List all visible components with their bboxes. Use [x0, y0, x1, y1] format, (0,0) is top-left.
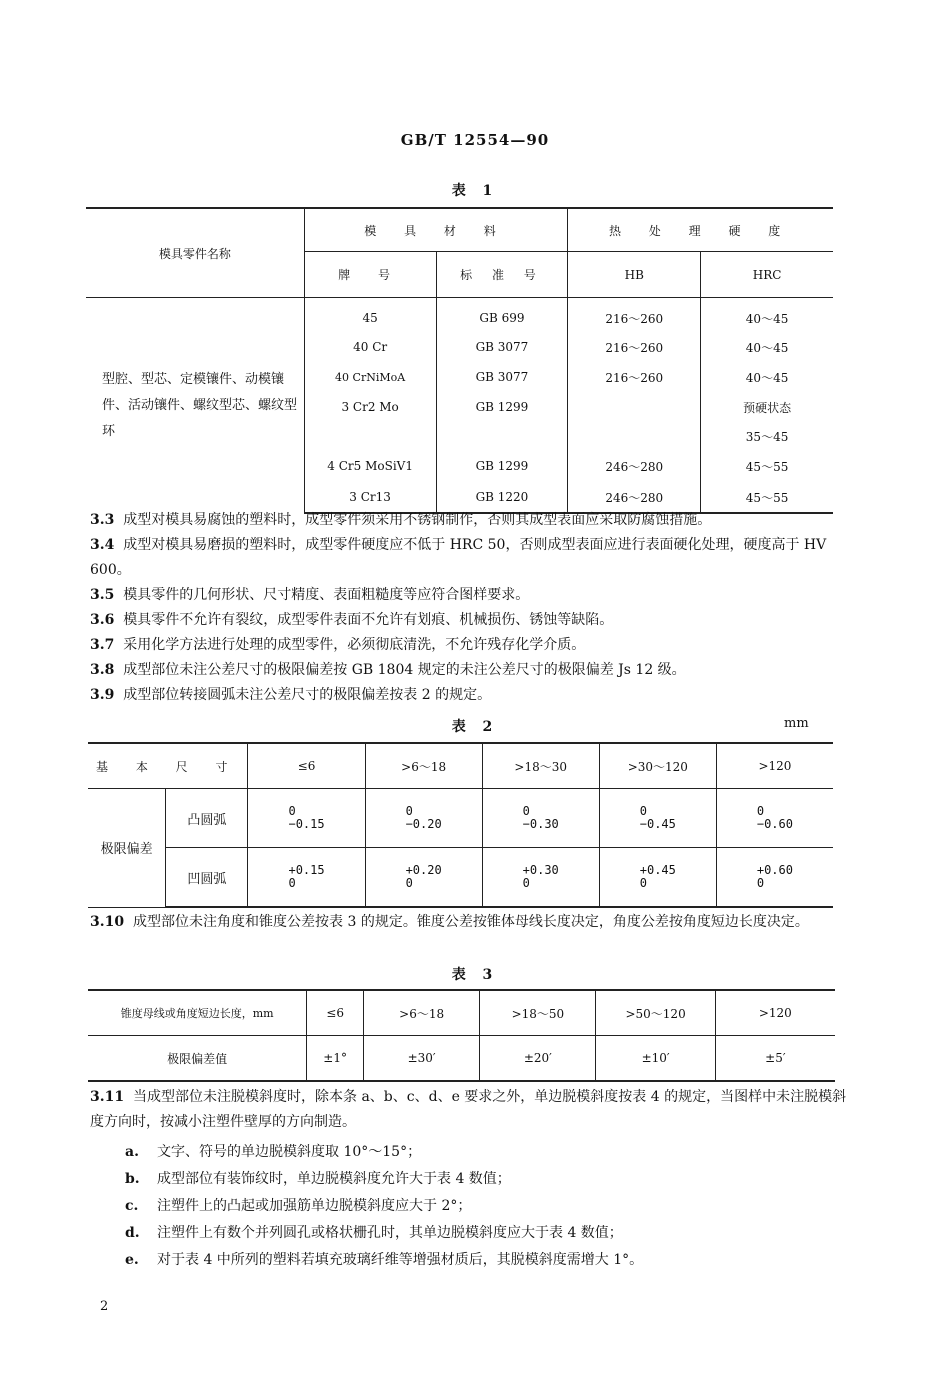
table-cell: 0 −0.60 — [756, 804, 793, 831]
table2 — [88, 742, 833, 908]
table-cell: 35～45 — [701, 422, 833, 450]
table-cell: 0 −0.20 — [405, 804, 442, 831]
table-cell: 246～280 — [568, 482, 701, 513]
table-cell — [304, 422, 436, 450]
list-3-11 — [125, 1139, 845, 1274]
table3-row1-label: 锥度母线或角度短边长度，mm — [88, 990, 307, 1036]
table3-col-header: >50～120 — [596, 990, 715, 1036]
table-cell: ±20′ — [480, 1036, 596, 1082]
paragraph: 3.7 采用化学方法进行处理的成型零件，必须彻底清洗，不允许残存化学介质。 — [90, 637, 586, 653]
table-cell: ±30′ — [364, 1036, 480, 1082]
table1-hardness-header: 热 处 理 硬 度 — [568, 208, 833, 252]
paragraph: 3.11 当成型部位未注脱模斜度时，除本条 a、b、c、d、e 要求之外，单边脱模斜度按表 4 的规定，当图样中未注脱模斜度方向时，按减小注塑件壁厚的方向制造。 — [90, 1089, 847, 1130]
table1-part-header: 模具零件名称 — [86, 208, 304, 298]
table-cell: 216～260 — [568, 362, 701, 392]
table-cell: 40 CrNiMoA — [304, 362, 436, 392]
paragraph: 3.6 模具零件不允许有裂纹，成型零件表面不允许有划痕、机械损伤、锈蚀等缺陷。 — [90, 612, 614, 628]
list-item: c. 注塑件上的凸起或加强筋单边脱模斜度应大于 2°； — [125, 1198, 472, 1214]
table3-col-header: >18～50 — [480, 990, 596, 1036]
table-cell: GB 1299 — [436, 450, 568, 482]
table2-col-header: >18～30 — [482, 743, 599, 789]
table-cell: 0 −0.30 — [522, 804, 559, 831]
table2-col-header: >6～18 — [365, 743, 482, 789]
table-cell: +0.45 0 — [639, 863, 676, 890]
document-header: GB/T 12554—90 — [400, 131, 550, 149]
paragraph: 3.9 成型部位转接圆弧未注公差尺寸的极限偏差按表 2 的规定。 — [90, 687, 492, 703]
table3-caption: 表 3 — [451, 967, 499, 983]
table2-basic-size: 基 本 尺 寸 — [88, 743, 248, 789]
table-cell: +0.60 0 — [756, 863, 793, 890]
paragraph: 3.10 成型部位未注角度和锥度公差按表 3 的规定。锥度公差按锥体母线长度决定，角度公差按角度短边长度决定。 — [90, 914, 809, 930]
table-cell: 246～280 — [568, 450, 701, 482]
table-cell: 3 Cr2 Mo — [304, 392, 436, 422]
table3-col-header: >6～18 — [364, 990, 480, 1036]
table1-caption: 表 1 — [451, 183, 499, 199]
paragraph: 3.5 模具零件的几何形状、尺寸精度、表面粗糙度等应符合图样要求。 — [90, 587, 530, 603]
table-cell: 40 Cr — [304, 332, 436, 362]
table-cell: GB 1299 — [436, 392, 568, 422]
table3-col-header: >120 — [715, 990, 835, 1036]
table1 — [86, 207, 833, 514]
table-cell: 45～55 — [701, 482, 833, 513]
table-cell: GB 1220 — [436, 482, 568, 513]
table-cell: 0 −0.15 — [288, 804, 325, 831]
list-item: d. 注塑件上有数个并列圆孔或格状栅孔时，其单边脱模斜度应大于表 4 数值； — [125, 1225, 623, 1241]
table-cell: 3 Cr13 — [304, 482, 436, 513]
table-cell: 0 −0.45 — [639, 804, 676, 831]
table-cell: 45～55 — [701, 450, 833, 482]
table1-hb-header: HB — [568, 252, 701, 298]
table-cell: 40～45 — [701, 362, 833, 392]
table-cell: 40～45 — [701, 298, 833, 333]
table1-std-header: 标 准 号 — [436, 252, 568, 298]
table-cell: 40～45 — [701, 332, 833, 362]
table2-col-header: >30～120 — [599, 743, 716, 789]
paragraphs-block — [90, 508, 850, 708]
paragraph: 3.4 成型对模具易磨损的塑料时，成型零件硬度应不低于 HRC 50，否则成型表面应进行表面硬化处理，硬度高于 HV 600。 — [90, 537, 827, 578]
table-cell: GB 3077 — [436, 362, 568, 392]
table-cell — [568, 422, 701, 450]
table-cell: +0.15 0 — [288, 863, 325, 890]
paragraph: 3.3 成型对模具易腐蚀的塑料时，成型零件须采用不锈钢制作，否则其成型表面应采取防腐蚀措施。 — [90, 512, 712, 528]
list-item: b. 成型部位有装饰纹时，单边脱模斜度允许大于表 4 数值； — [125, 1171, 511, 1187]
list-item: a. 文字、符号的单边脱模斜度取 10°～15°； — [125, 1144, 422, 1160]
table2-limit-dev: 极限偏差 — [88, 789, 166, 908]
table3-row2-label: 极限偏差值 — [88, 1036, 307, 1082]
table2-caption: 表 2 — [451, 719, 499, 735]
table-cell: 45 — [304, 298, 436, 333]
table2-concave: 凹圆弧 — [166, 848, 248, 908]
table2-col-header: >120 — [716, 743, 833, 789]
table-cell: GB 699 — [436, 298, 568, 333]
table-cell: ±10′ — [596, 1036, 715, 1082]
table1-grade-header: 牌 号 — [304, 252, 436, 298]
table-cell: GB 3077 — [436, 332, 568, 362]
table1-material-header: 模 具 材 料 — [304, 208, 568, 252]
table1-hrc-header: HRC — [701, 252, 833, 298]
table-cell: ±5′ — [715, 1036, 835, 1082]
table3 — [88, 989, 835, 1082]
table1-part-name: 型腔、型芯、定模镶件、动模镶件、活动镶件、螺纹型芯、螺纹型环 — [102, 371, 298, 439]
table-cell: 216～260 — [568, 298, 701, 333]
table2-col-header: ≤6 — [248, 743, 365, 789]
table-cell: +0.30 0 — [522, 863, 559, 890]
table-cell — [436, 422, 568, 450]
table-cell: 216～260 — [568, 332, 701, 362]
page-number: 2 — [100, 1299, 109, 1314]
list-item: e. 对于表 4 中所列的塑料若填充玻璃纤维等增强材质后，其脱模斜度需增大 1°。 — [125, 1252, 644, 1268]
paragraph: 3.8 成型部位未注公差尺寸的极限偏差按 GB 1804 规定的未注公差尺寸的极限偏差 Js 12 级。 — [90, 662, 686, 678]
table-cell: ±1° — [307, 1036, 364, 1082]
table3-col-header: ≤6 — [307, 990, 364, 1036]
table-cell: +0.20 0 — [405, 863, 442, 890]
table-cell — [568, 392, 701, 422]
table2-convex: 凸圆弧 — [166, 789, 248, 848]
table-cell: 预硬状态 — [701, 392, 833, 422]
table2-unit: mm — [784, 716, 809, 731]
table-cell: 4 Cr5 MoSiV1 — [304, 450, 436, 482]
